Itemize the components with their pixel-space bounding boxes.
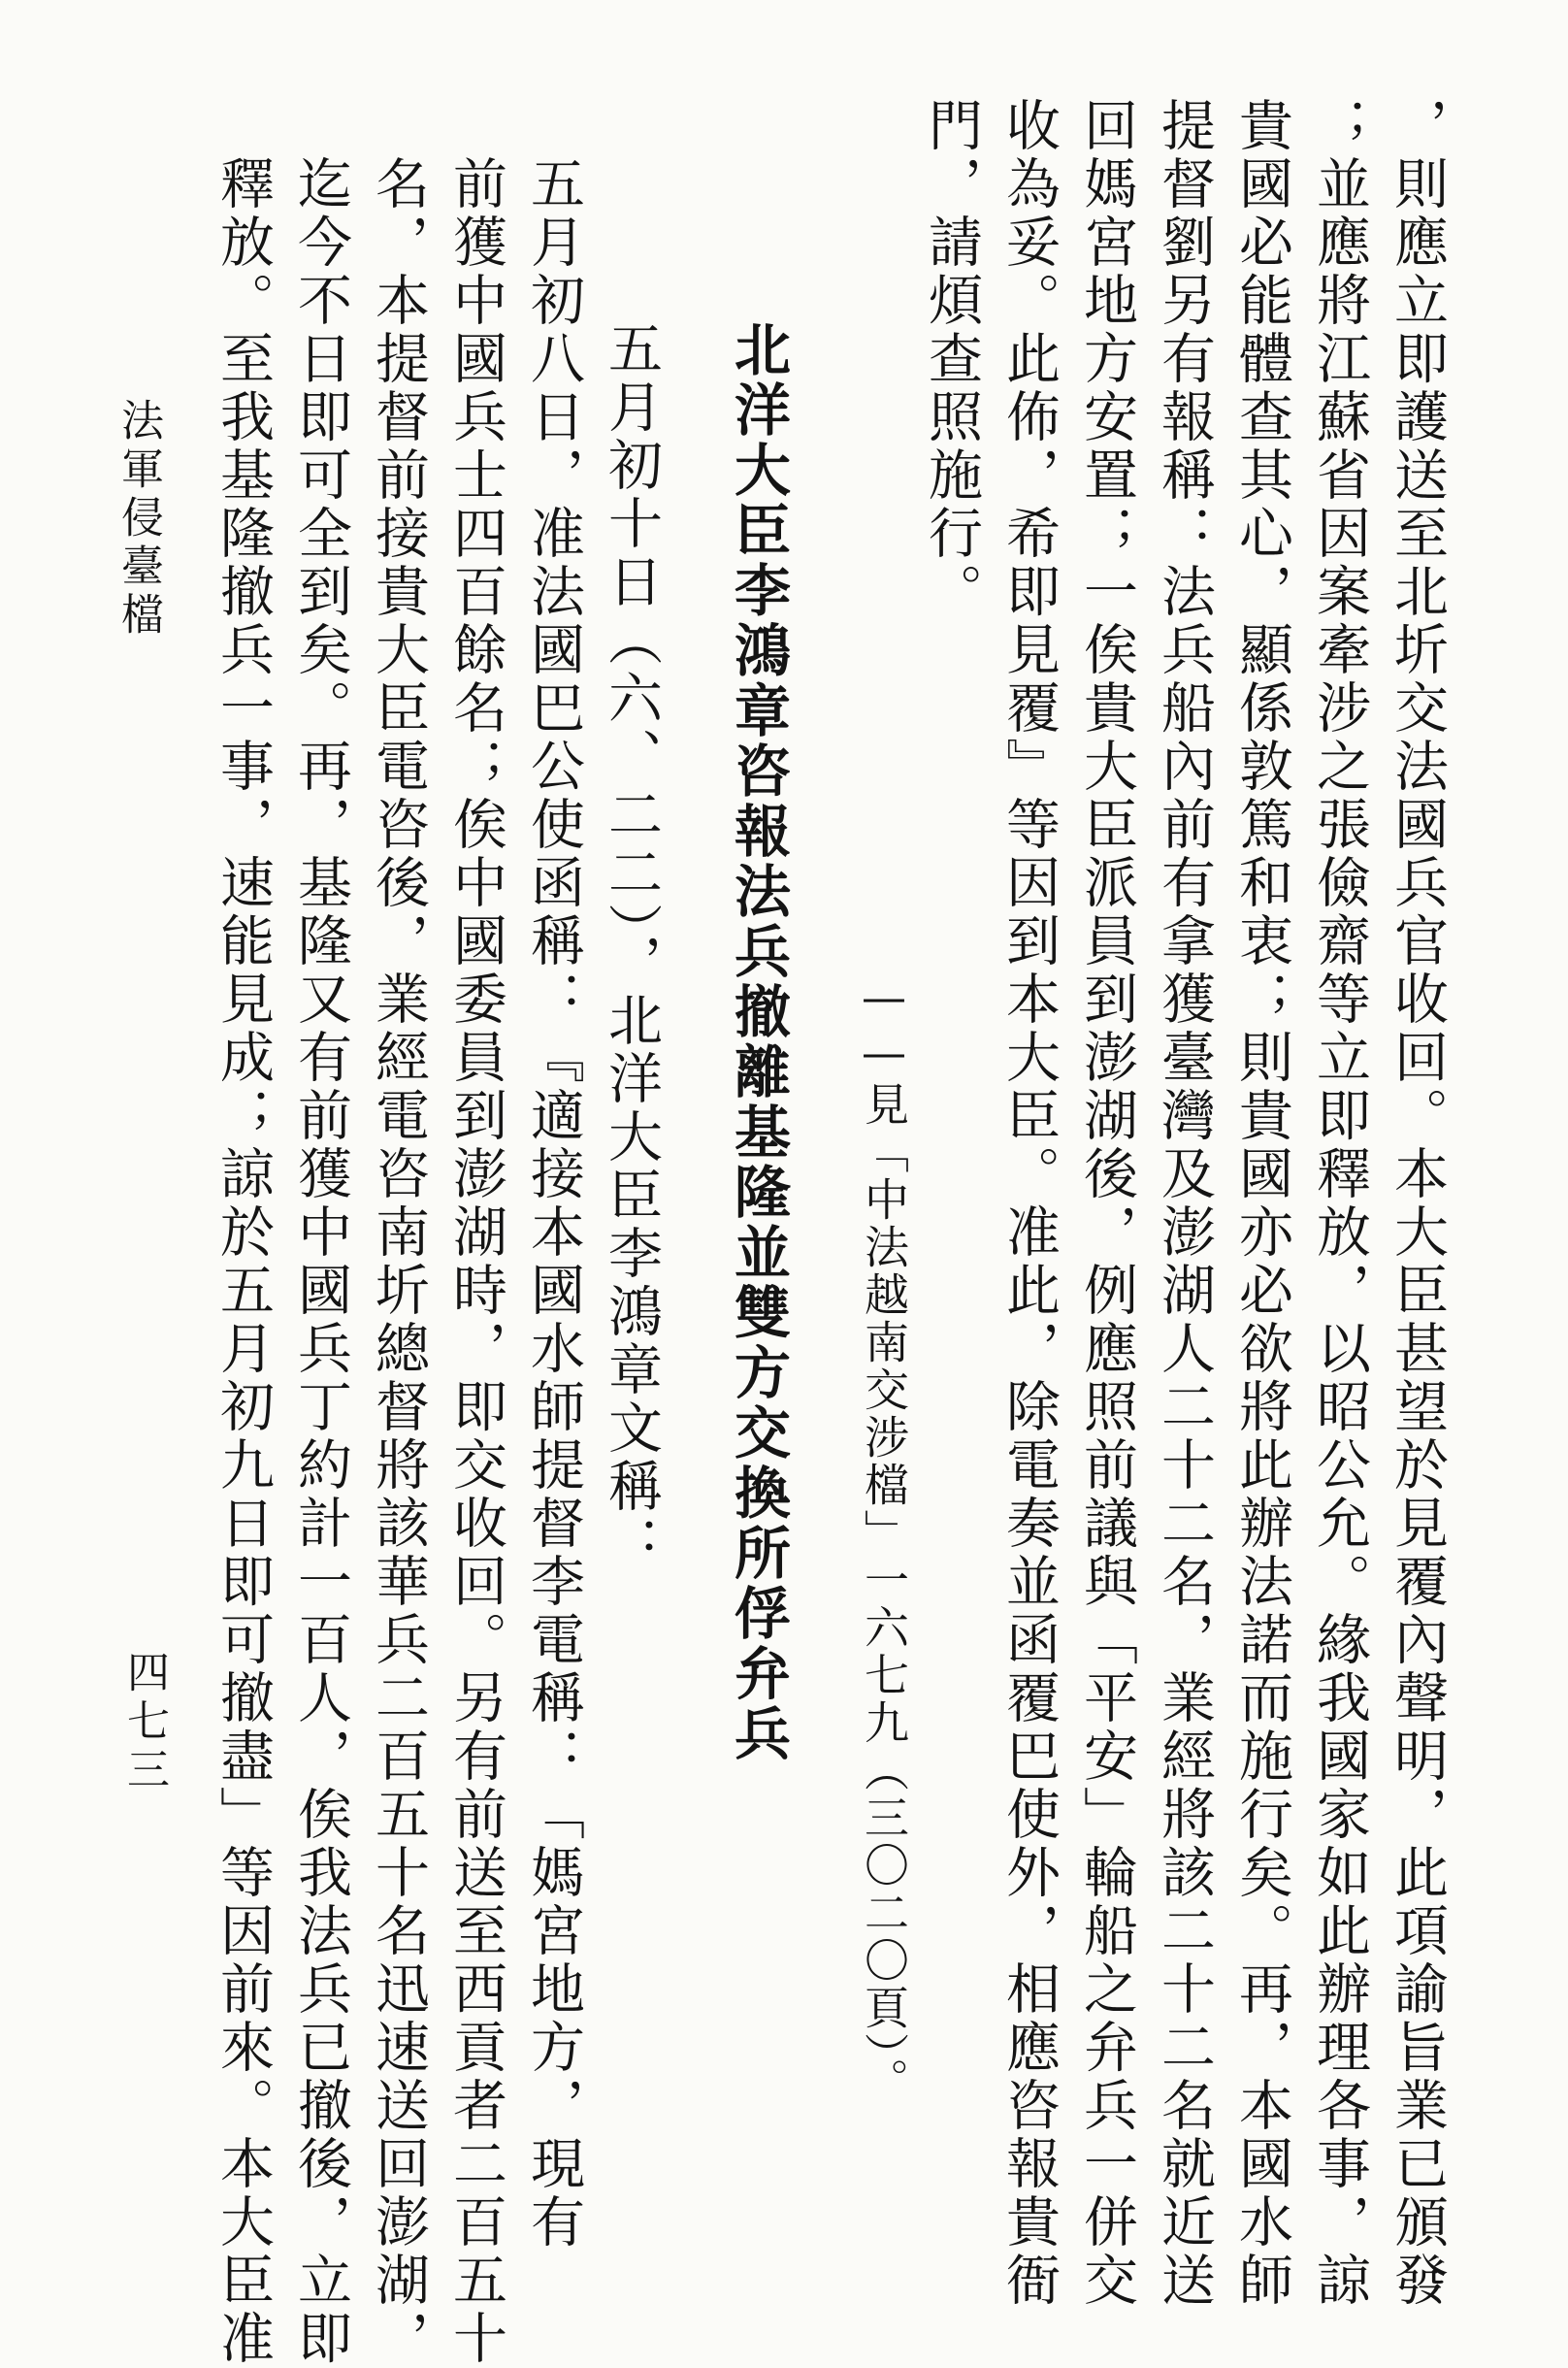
text-column: 貴國必能體查其心，顯係敦篤和衷；則貴國亦必欲將此辦法諾而施行矣。再，本國水師 [1230,97,1293,2310]
text-column: 收為妥。此佈，希即見覆』等因到本大臣。准此，除電奏並函覆巴使外，相應咨報貴衙 [997,97,1061,2310]
text-column: 前獲中國兵士四百餘名；俟中國委員到澎湖時，即交收回。另有前送至西貢者二百五十 [444,155,507,2368]
running-head: 法軍侵臺檔 [114,398,163,641]
source-citation: ——見「中法越南交涉檔」一六七九（三〇二〇頁）。 [858,970,910,2105]
text-column: 釋放。至我基隆撤兵一事，速能見成；諒於五月初九日即可撤盡」等因前來。本大臣准 [212,155,275,2368]
text-column: 迄今不日即可全到矣。再，基隆又有前獲中國兵丁約計一百人，俟我法兵已撤後，立即 [289,155,352,2368]
text-column: 提督劉另有報稱：法兵船內前有拿獲臺灣及澎湖人二十二名，業經將該二十二名就近送 [1153,97,1216,2310]
text-column: 門，請煩查照施行。 [920,97,983,621]
document-title: 北洋大臣李鴻章咨報法兵撤離基隆並雙方交換所俘弁兵 [725,320,791,1764]
text-column: 五月初十日（六、二二），北洋大臣李鴻章文稱： [600,320,663,1574]
text-column: 名，本提督前接貴大臣電咨後，業經電咨南圻總督將該華兵二百五十名迅速送回澎湖， [367,155,430,2368]
text-column: ；並應將江蘇省因案牽涉之張儉齋等立即釋放，以昭公允。緣我國家如此辦理各事，諒 [1308,97,1371,2310]
text-column: ，則應立即護送至北圻交法國兵官收回。本大臣甚望於見覆內聲明，此項諭旨業已頒發 [1386,97,1449,2310]
text-column: 回媽宮地方安置；一俟貴大臣派員到澎湖後，例應照前議與「平安」輪船之弁兵一併交 [1075,97,1138,2310]
text-column: 五月初八日，准法國巴公使函稱：『適接本國水師提督李電稱：「媽宮地方，現有 [522,155,585,2252]
page-number: 四七三 [119,1650,169,1795]
